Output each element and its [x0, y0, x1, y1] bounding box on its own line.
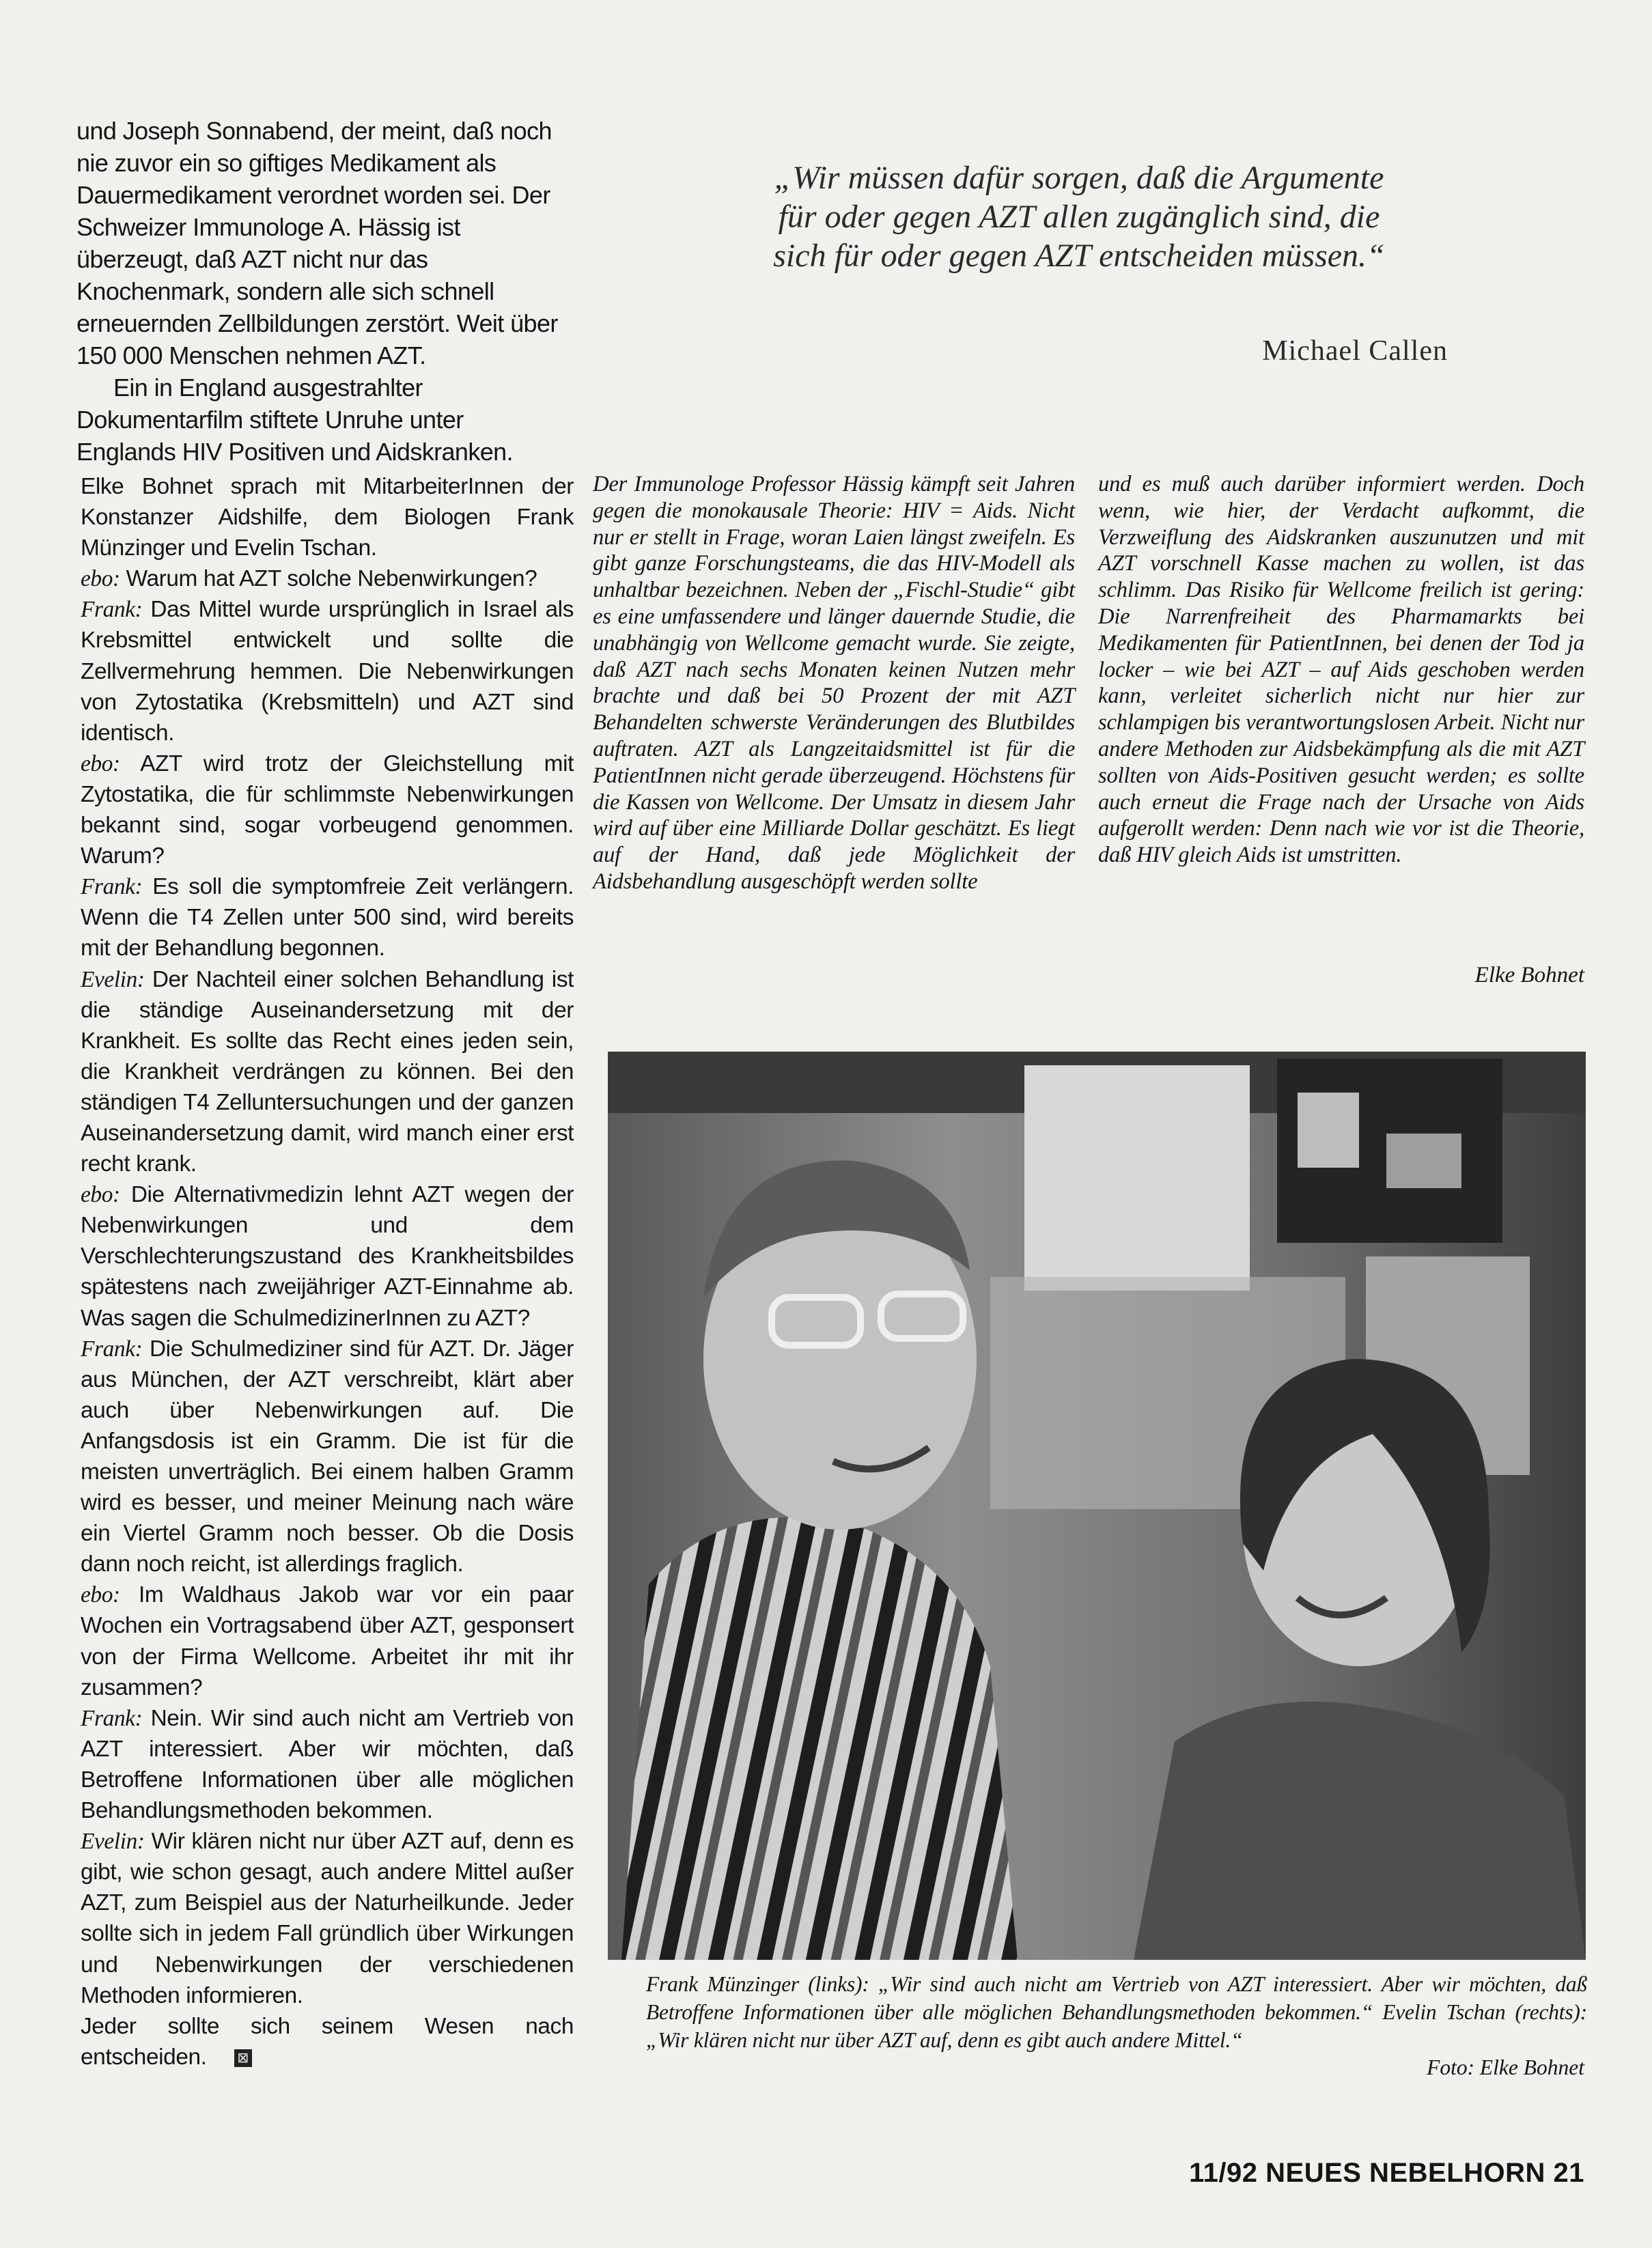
closing-text: Jeder sollte sich seinem Wesen nach entscheiden. [81, 2013, 574, 2070]
speaker-label: Frank: [81, 874, 143, 900]
intro-paragraph: Ein in England ausgestrahlter Dokumentarfilm stiftete Unruhe unter Englands HIV Positiven und Aidskranken. [76, 374, 513, 466]
interview-item [81, 964, 574, 1180]
page-footer: 11/92 NEUES NEBELHORN 21 [1189, 2158, 1584, 2188]
speaker-label: Evelin: [81, 966, 145, 992]
speaker-label: ebo: [81, 566, 120, 592]
interview-text: Die Alternativmedizin lehnt AZT wegen der Nebenwirkungen und dem Verschlechterungszustand des Krankheitsbildes spätestens nach zweijähriger AZT-Einnahme ab. Was sagen die SchulmedizinerInnen zu AZT? [81, 1182, 574, 1331]
speaker-label: Frank: [81, 1705, 143, 1731]
pinned-note [1298, 1093, 1359, 1168]
interview-item [81, 871, 574, 964]
article-column-right [1098, 471, 1584, 869]
interview-item [81, 1179, 574, 1333]
speaker-label: Evelin: [81, 1829, 145, 1855]
interview-item [81, 594, 574, 748]
article-text: Der Immunologe Professor Hässig kämpft seit Jahren gegen die monokausale Theorie: HIV = Aids. Nicht nur er stellt in Frage, woran Laien längst zweifeln. Es gibt ganze Forschungsteams, die das HIV-Modell als unhaltbar bezeichnen. Neben der „Fischl-Studie“ gibt es eine umfassendere und länger dauernde Studie, die unabhängig von Wellcome gemacht wurde. Sie zeigte, daß AZT nach sechs Monaten keinen Nutzen mehr brachte und daß bei 50 Prozent der mit AZT Behandelten schwerste Veränderungen des Blutbildes auftraten. AZT als Langzeitaidsmittel ist für die PatientInnen nicht gerade überzeugend. Höchstens für die Kassen von Wellcome. Der Umsatz in diesem Jahr wird auf über eine Milliarde Dollar geschätzt. Es liegt auf der Hand, daß jede Möglichkeit der Aidsbehandlung ausgeschöpft werden sollte [593, 472, 1075, 894]
pull-quote-author: Michael Callen [1262, 335, 1448, 367]
end-of-article-icon: ⊠ [234, 2049, 252, 2067]
interview-text: Im Waldhaus Jakob war vor ein paar Wochen ein Vortragsabend über AZT, gesponsert von der Firma Wellcome. Arbeitet ihr mit ihr zusammen? [81, 1582, 574, 1700]
interview-column [81, 471, 574, 2073]
speaker-label: ebo: [81, 1182, 120, 1208]
photo-frank-and-evelin [608, 1052, 1586, 1960]
interview-closing [81, 2011, 574, 2073]
pull-quote: „Wir müssen dafür sorgen, daß die Argumente für oder gegen AZT allen zugänglich sind, die sich für oder gegen AZT entscheiden müssen.“ [773, 160, 1385, 274]
photo-illustration [608, 1052, 1586, 1960]
speaker-label: ebo: [81, 1582, 120, 1608]
intro-paragraph: und Joseph Sonnabend, der meint, daß noch nie zuvor ein so giftiges Medikament als Dauermedikament verordnet worden sei. Der Schweizer Immunologe A. Hässig ist überzeugt, daß AZT nicht nur das Knochenmark, sondern alle sich schnell erneuernden Zellbildungen zerstört. Weit über 150 000 Menschen nehmen AZT. [76, 117, 558, 369]
intro-column [76, 115, 568, 468]
interview-text: Nein. Wir sind auch nicht am Vertrieb von AZT interessiert. Aber wir möchten, daß Betroffene Informationen über alle möglichen Behandlungsmethoden bekommen. [81, 1705, 574, 1824]
article-text: und es muß auch darüber informiert werden. Doch wenn, wie hier, der Verdacht aufkommt, die Verzweiflung des Aidskranken auszunutzen und mit AZT vorschnell Kasse machen zu wollen, ist das schlimm. Das Risiko für Wellcome freilich ist gering: Die Narrenfreiheit des Pharmamarkts bei Medikamenten für PatientInnen, bei denen der Tod ja locker – wie bei AZT – auf Aids geschoben werden kann, verleitet sicherlich nicht nur hier zur schlampigen bis verantwortungslosen Arbeit. Nicht nur andere Methoden zur Aidsbekämpfung als die mit AZT sollten von Aids-Positiven gesucht werden; es sollte auch erneut die Frage nach der Ursache von Aids aufgerollt werden: Denn nach wie vor ist die Theorie, daß HIV gleich Aids ist umstritten. [1098, 472, 1584, 868]
interview-item [81, 748, 574, 871]
interview-text: AZT wird trotz der Gleichstellung mit Zytostatika, die für schlimmste Nebenwirkungen bekannt sind, sogar vorbeugend genommen. Warum? [81, 750, 574, 869]
interview-text: Das Mittel wurde ursprünglich in Israel als Krebsmittel entwickelt und sollte die Zellvermehrung hemmen. Die Nebenwirkungen von Zytostatika (Krebsmitteln) und AZT sind identisch. [81, 597, 574, 746]
article-column-middle [593, 471, 1075, 895]
speaker-label: ebo: [81, 750, 120, 776]
interview-text: Es soll die symptomfreie Zeit verlängern. Wenn die T4 Zellen unter 500 sind, wird bereits mit der Behandlung begonnen. [81, 874, 574, 961]
interview-item [81, 1703, 574, 1826]
interview-item [81, 563, 574, 594]
interview-intro: Elke Bohnet sprach mit MitarbeiterInnen der Konstanzer Aidshilfe, dem Biologen Frank Münzinger und Evelin Tschan. [81, 474, 574, 561]
poster [1024, 1065, 1250, 1291]
author-signature: Elke Bohnet [1474, 963, 1584, 987]
interview-text: Die Schulmediziner sind für AZT. Dr. Jäger aus München, der AZT verschreibt, klärt aber auch über Nebenwirkungen auf. Die Anfangsdosis ist ein Gramm. Die ist für die meisten unverträglich. Bei einem halben Gramm wird es besser, und meiner Meinung nach wäre ein Viertel Gramm noch besser. Ob die Dosis dann noch reicht, ist allerdings fraglich. [81, 1336, 574, 1577]
photo-credit: Foto: Elke Bohnet [1427, 2055, 1584, 2079]
interview-text: Wir klären nicht nur über AZT auf, denn es gibt, wie schon gesagt, auch andere Mittel außer AZT, zum Beispiel aus der Naturheilkunde. Jeder sollte sich in jedem Fall gründlich über Wirkungen und Nebenwirkungen der verschiedenen Methoden informieren. [81, 1829, 574, 2008]
interview-item [81, 1579, 574, 1702]
speaker-label: Frank: [81, 597, 143, 623]
photo-caption: Frank Münzinger (links): „Wir sind auch nicht am Vertrieb von AZT interessiert. Aber wir möchten, daß Betroffene Informationen über alle möglichen Behandlungsmethoden bekommen.“ Evelin Tschan (rechts): „Wir klären nicht nur über AZT auf, denn es gibt auch andere Mittel.“ [646, 1972, 1587, 2052]
interview-text: Der Nachteil einer solchen Behandlung ist die ständige Auseinandersetzung mit der Krankheit. Es sollte das Recht eines jeden sein, die Krankheit verdrängen zu können. Bei den ständigen T4 Zelluntersuchungen und der ganzen Auseinandersetzung damit, wird manch einer erst recht krank. [81, 966, 574, 1177]
interview-text: Warum hat AZT solche Nebenwirkungen? [126, 566, 537, 592]
interview-item [81, 1334, 574, 1580]
interview-item [81, 1826, 574, 2011]
pinned-note [1386, 1134, 1461, 1188]
speaker-label: Frank: [81, 1336, 143, 1362]
